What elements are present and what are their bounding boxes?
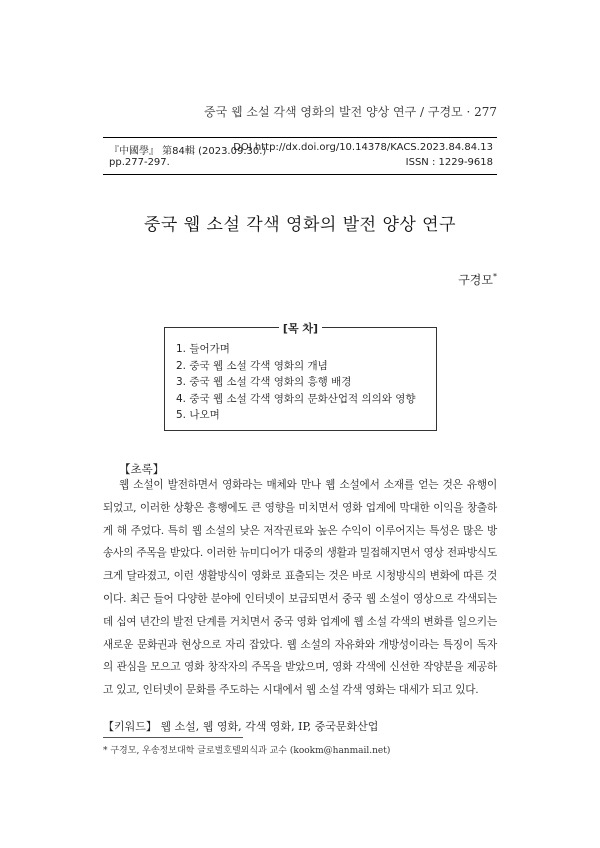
paper-title: 중국 웹 소설 각색 영화의 발전 양상 연구 — [143, 215, 457, 235]
toc-item: 4. 중국 웹 소설 각색 영화의 문화산업적 의의와 영향 — [176, 392, 416, 405]
footnote-divider — [103, 737, 243, 738]
author-footnote-mark: * — [493, 272, 497, 281]
toc-item: 1. 들어가며 — [176, 343, 230, 355]
toc-heading: [목 차] — [165, 320, 436, 336]
doi-link[interactable]: DOI http://dx.doi.org/10.14378/KACS.2023.84.84.13 — [233, 142, 493, 153]
publication-row-1 — [109, 142, 493, 157]
table-of-contents — [164, 322, 437, 431]
journal-citation: 『中國學』 第84輯 (2023.09.30.) — [109, 146, 267, 157]
author-name: 구경모 — [458, 273, 493, 287]
page-range: pp.277-297. — [109, 157, 170, 168]
abstract-label: 【초록】 — [119, 462, 165, 476]
toc-item: 5. 나오며 — [176, 409, 220, 422]
toc-item: 2. 중국 웹 소설 각색 영화의 개념 — [176, 359, 328, 372]
publication-row-2 — [109, 157, 493, 168]
abstract-body: 웹 소설이 발전하면서 영화라는 매체와 만나 웹 소설에서 소재를 얻는 것은 유행이 되었고, 이러한 상황은 흥행에도 큰 영향을 미치면서 영화 업계에 막대한 이익을 창출하게 해 주었다. 특히 웹 소설의 낮은 저작권료와 높은 수익이 이루어지는 특성은 많은 방송사의 주목을 받았다. 이러한 뉴미디어가 대중의 생활과 밀접해지면서 영상 전파방식도 크게 달라졌고, 이런 생활방식이 영화로 표출되는 것은 바로 시청방식의 변화에 따른 것이다. 최근 들어 다양한 분야에 인터넷이 보급되면서 중국 웹 소설이 영상으로 각색되는데 십여 년간의 발전 단계를 거치면서 중국 영화 업계에 웹 소설 각색의 변화를 일으키는 새로운 문화권과 현상으로 자리 잡았다. 웹 소설의 자유화와 개방성이라는 특징이 독자의 관심을 모으고 영화 창작자의 주목을 받았으며, 영화 각색에 신선한 작양분을 제공하고 있고, 인터넷이 문화를 주도하는 시대에서 웹 소설 각색 영화는 대세가 되고 있다. — [103, 479, 497, 697]
footnote: * 구경모, 우송정보대학 글로벌호텔외식과 교수 (kookm@hanmail.net) — [103, 746, 391, 756]
toc-list — [176, 341, 430, 424]
running-header: 중국 웹 소설 각색 영화의 발전 양상 연구 / 구경모 · 277 — [204, 105, 497, 119]
author — [0, 271, 497, 288]
keywords: 【키워드】 웹 소설, 웹 영화, 각색 영화, IP, 중국문화산업 — [103, 720, 379, 733]
issn: ISSN : 1229-9618 — [405, 157, 493, 168]
toc-item: 3. 중국 웹 소설 각색 영화의 흥행 배경 — [176, 376, 352, 389]
publication-info-box — [103, 137, 497, 175]
